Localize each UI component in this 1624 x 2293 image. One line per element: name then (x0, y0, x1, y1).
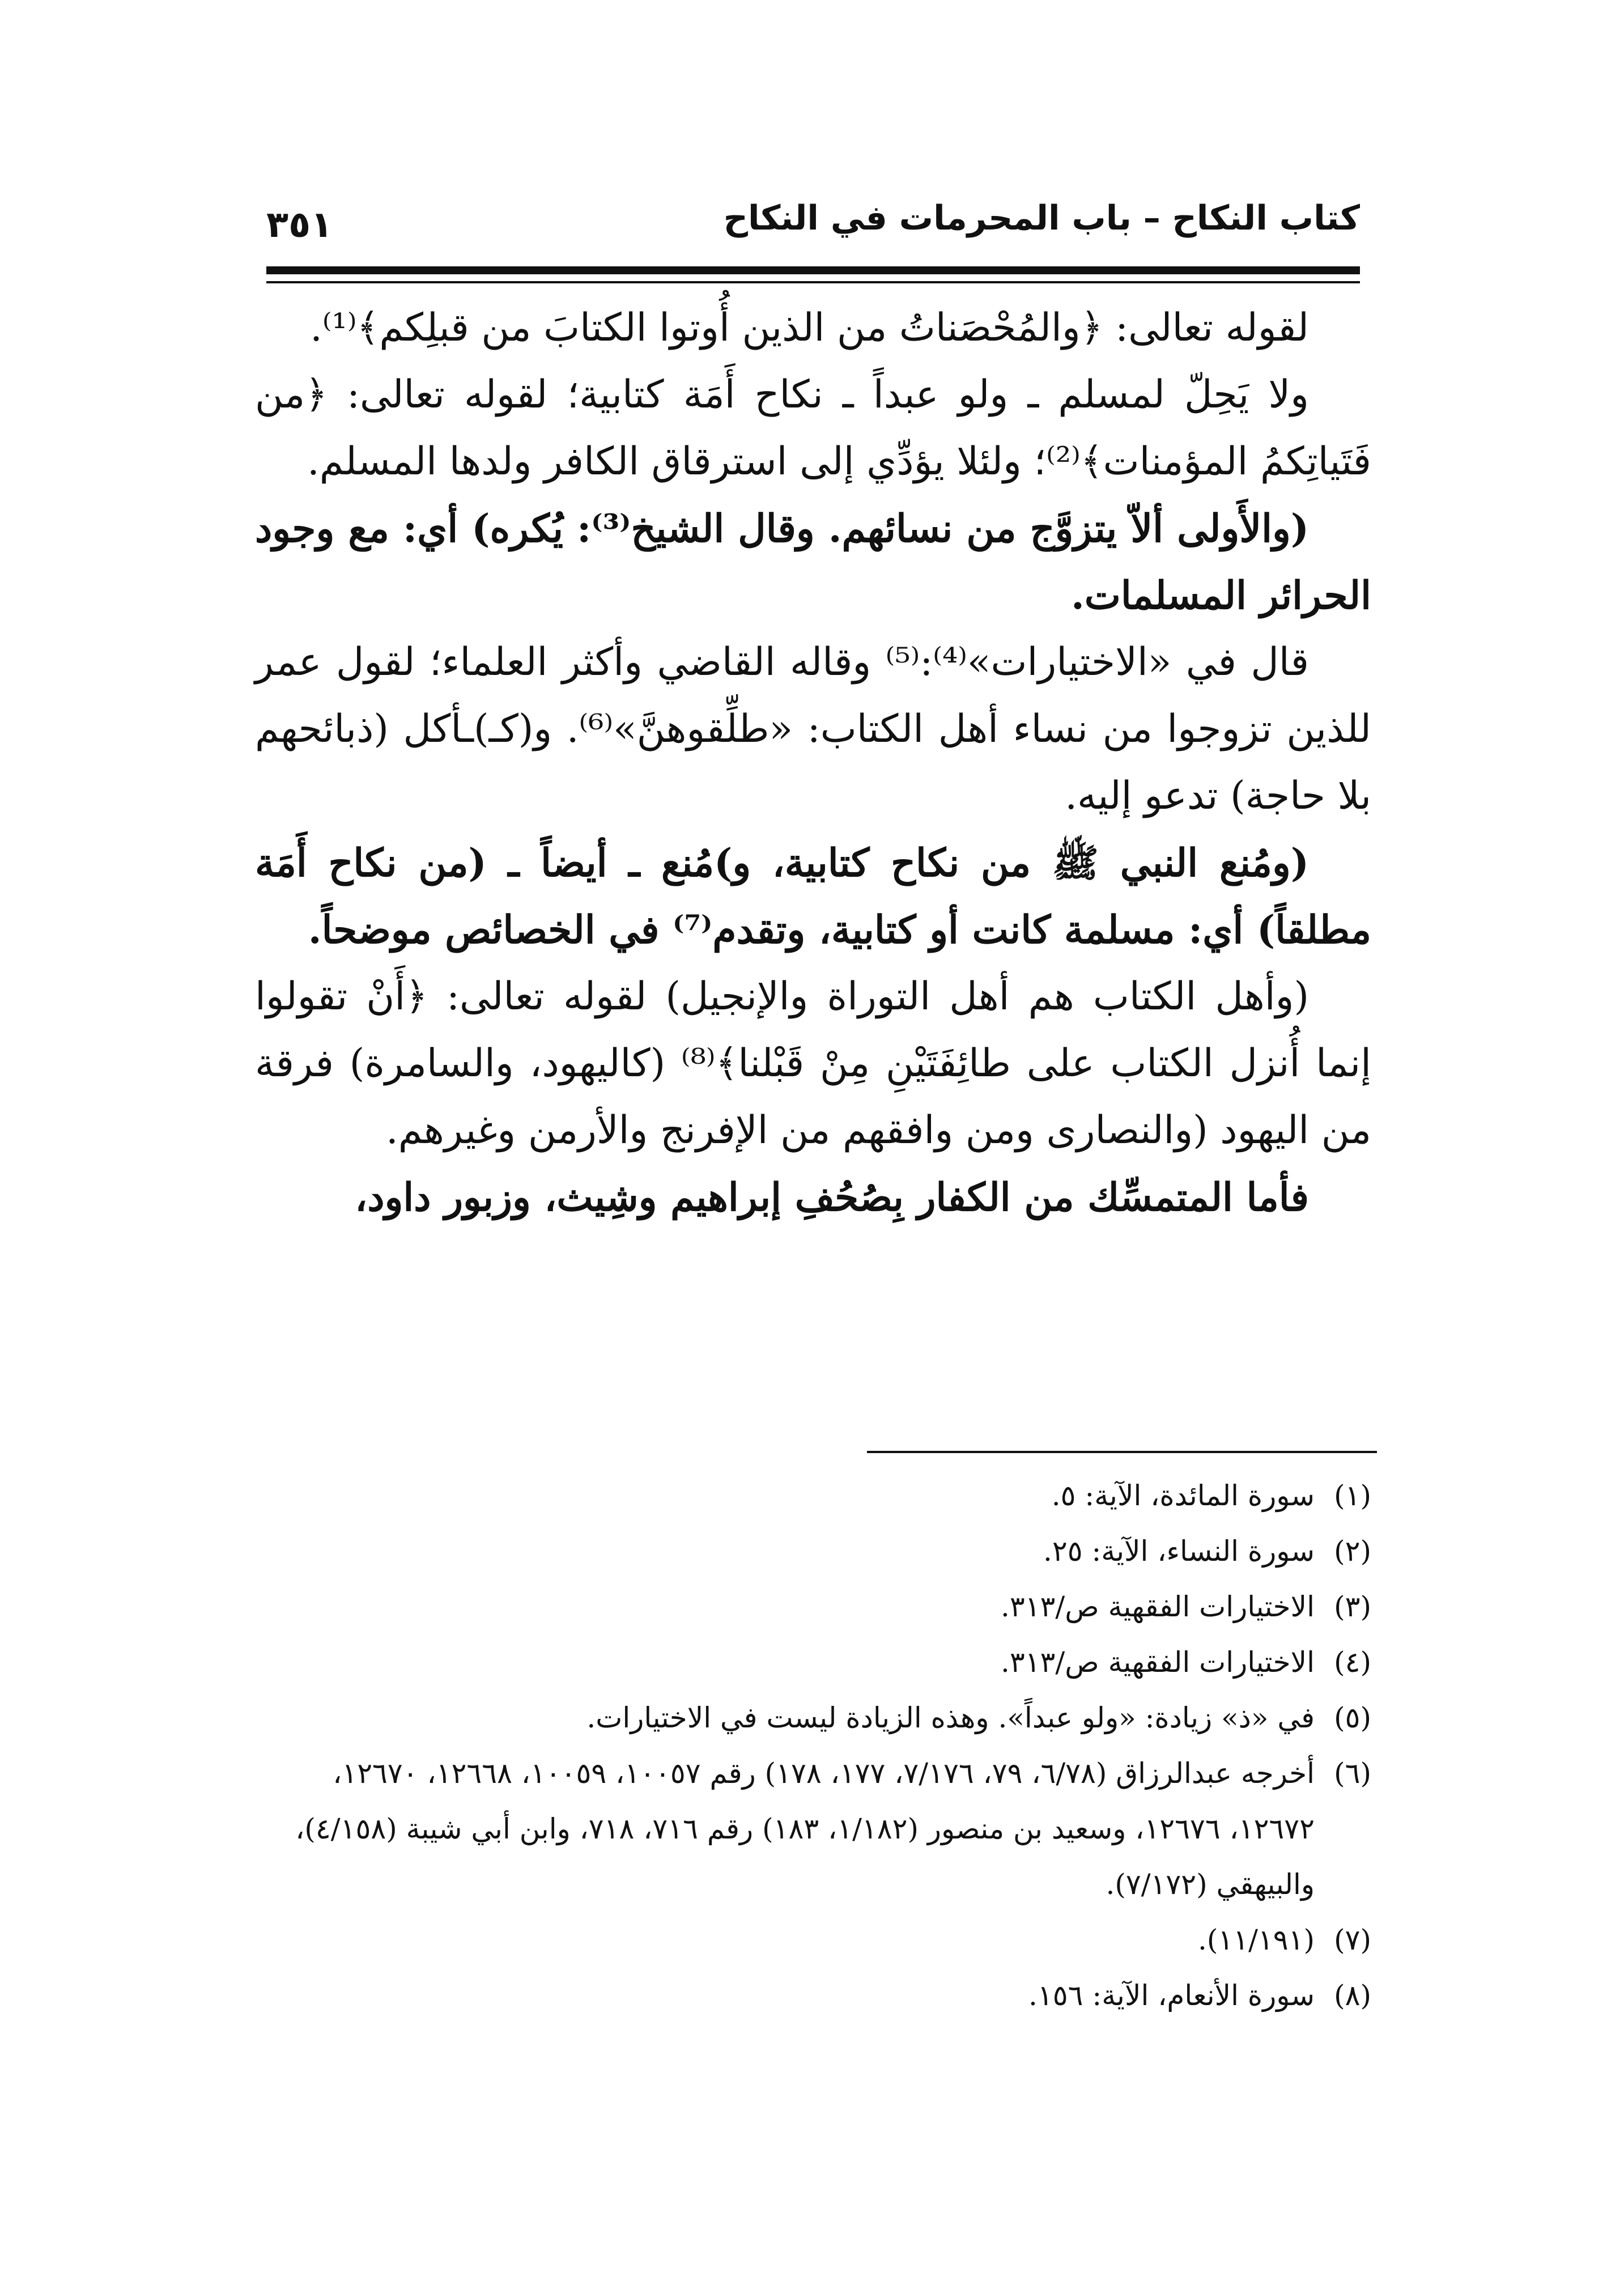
footnote-number: (٧) (1334, 1923, 1371, 1956)
paragraph: (ومُنع النبي ﷺ من نكاح كتابية، و)مُنع ـ أيضاً ـ (من نكاح أَمَة مطلقاً) أي: مسلمة كانت أو كتابية، وتقدم⁽⁷⁾ في الخصائص موضحاً. (255, 840, 1371, 953)
footnote-number: (١) (1334, 1479, 1371, 1512)
main-text (255, 295, 1371, 1231)
footnote (255, 1968, 1371, 2023)
paragraph: لقوله تعالى: ﴿والمُحْصَناتُ من الذين أُوتوا الكتابَ من قبلِكم﴾⁽¹⁾. (310, 305, 1309, 350)
footnote (255, 1912, 1371, 1968)
footnote-text: أخرجه عبدالرزاق (٦/٧٨، ٧٩، ٧/١٧٦، ١٧٧، ١٧٨) رقم ١٠٠٥٧، ١٠٠٥٩، ١٢٦٦٨، ١٢٦٧٠، ١٢٦٧٢، ١٢٦٧٦، وسعيد بن منصور (١/١٨٢، ١٨٣) رقم ٧١٦، ٧١٨، وابن أبي شيبة (٤/١٥٨)، والبيهقي (٧/١٧٢). (295, 1757, 1315, 1901)
footnote (255, 1468, 1371, 1523)
footnote-text: سورة النساء، الآية: ٢٥. (1043, 1535, 1315, 1568)
footnote (255, 1579, 1371, 1634)
footnote-text: في «ذ» زيادة: «ولو عبداً». وهذه الزيادة ليست في الاختيارات. (586, 1701, 1315, 1734)
footnote-text: (١١/١٩١). (1197, 1923, 1315, 1956)
footnote-number: (٢) (1334, 1535, 1371, 1568)
footnote-number: (٤) (1334, 1646, 1371, 1679)
footnote (255, 1634, 1371, 1690)
header-rule-thick (266, 266, 1360, 274)
paragraph: قال في «الاختيارات»⁽⁴⁾:⁽⁵⁾ وقاله القاضي وأكثر العلماء؛ لقول عمر للذين تزوجوا من نساء أهل الكتاب: «طلِّقوهنَّ»⁽⁶⁾. و(كـ)ـأكل (ذبائحهم بلا حاجة) تدعو إليه. (255, 640, 1371, 818)
footnote-number: (٥) (1334, 1701, 1371, 1734)
paragraph: فأما المتمسِّك من الكفار بِصُحُفِ إبراهيم وشِيث، وزبور داود، (355, 1175, 1309, 1220)
footnote (255, 1690, 1371, 1746)
footnote-number: (٨) (1334, 1979, 1371, 2012)
paragraph: (والأَولى ألاّ يتزوَّج من نسائهم. وقال الشيخ⁽³⁾: يُكره) أي: مع وجود الحرائر المسلمات. (255, 506, 1371, 618)
paragraph: ولا يَحِلّ لمسلم ـ ولو عبداً ـ نكاح أَمَة كتابية؛ لقوله تعالى: ﴿من فَتَياتِكمُ المؤمنات﴾⁽²⁾؛ ولئلا يؤدِّي إلى استرقاق الكافر ولدها المسلم. (255, 372, 1371, 484)
footnotes (255, 1468, 1371, 2023)
footnote-text: سورة الأنعام، الآية: ١٥٦. (1028, 1979, 1315, 2012)
running-title: كتاب النكاح – باب المحرمات في النكاح (723, 198, 1360, 238)
paragraph: (وأهل الكتاب هم أهل التوراة والإنجيل) لقوله تعالى: ﴿أَنْ تقولوا إنما أُنزل الكتاب على طائِفَتَيْنِ مِنْ قَبْلنا﴾⁽⁸⁾ (كاليهود، والسامرة) فرقة من اليهود (والنصارى ومن وافقهم من الإفرنج والأرمن وغيرهم. (255, 974, 1371, 1153)
page-number: ٣٥١ (266, 204, 333, 246)
footnote-text: سورة المائدة، الآية: ٥. (1051, 1479, 1315, 1512)
footnote-number: (٣) (1334, 1590, 1371, 1623)
footnote-text: الاختيارات الفقهية ص/٣١٣. (1000, 1590, 1315, 1623)
header-rule-thin (266, 281, 1360, 283)
footnote-number: (٦) (1334, 1757, 1371, 1790)
page-header (266, 187, 1360, 272)
footnote (255, 1746, 1371, 1912)
footnote (255, 1523, 1371, 1579)
footnote-separator (867, 1451, 1377, 1453)
footnote-text: الاختيارات الفقهية ص/٣١٣. (1000, 1646, 1315, 1679)
